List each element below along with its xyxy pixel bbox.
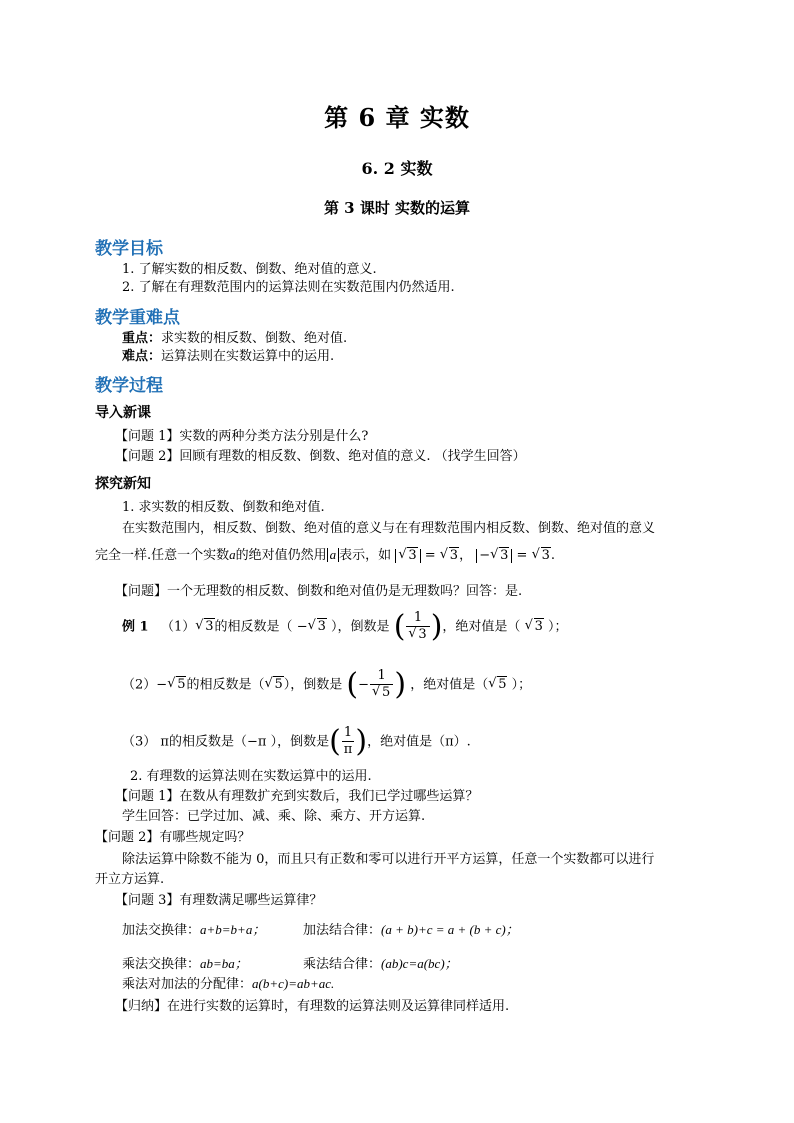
intro-heading: 导入新课 (95, 405, 151, 421)
difficulty-line (122, 345, 334, 364)
sqrt-5 (264, 677, 283, 692)
law-mul-assoc (303, 953, 458, 972)
fraction (370, 668, 393, 702)
radicand: 3 (205, 619, 214, 635)
radicand: 5 (177, 677, 186, 693)
numerator: 1 (342, 725, 355, 742)
numerator: 1 (406, 610, 429, 627)
intro-question-2: 【问题 2】回顾有理数的相反数、倒数、绝对值的意义. （找学生回答） (115, 449, 526, 464)
abs-sqrt3 (395, 549, 420, 563)
ex-text: （2） (122, 677, 157, 693)
law-add-comm (122, 919, 265, 938)
sqrt-3 (398, 549, 417, 563)
law-distributive (122, 973, 334, 992)
radicand: 3 (418, 627, 427, 643)
minus: − (156, 677, 168, 693)
abs-neg-sqrt3 (476, 549, 512, 563)
lesson-title: 第 3 课时 实数的运算 (323, 199, 471, 217)
paren-open: ( (329, 723, 341, 759)
p2-para-line2: 开立方运算. (95, 872, 165, 887)
example-2-line (122, 668, 531, 702)
point1-title: 1. 求实数的相反数、倒数和绝对值. (122, 500, 325, 515)
radicand: 3 (534, 619, 543, 635)
radicand: 3 (317, 619, 326, 635)
minus: − (358, 677, 370, 693)
ex-text: ）. (453, 734, 471, 750)
difficulty-label: 难点： (122, 349, 162, 364)
section-title: 6. 2 实数 (361, 159, 433, 178)
denominator: π (343, 742, 353, 758)
neg-pi: −π (246, 734, 267, 750)
p2-answer: 学生回答：已学过加、减、乘、除、乘方、开方运算. (122, 809, 426, 824)
ex-text: ），倒数是 (270, 734, 330, 750)
focus-text: 求实数的相反数、倒数、绝对值. (161, 331, 348, 346)
p2-question-3: 【问题 3】有理数满足哪些运算律？ (115, 893, 323, 908)
radicand: 5 (274, 677, 283, 693)
sqrt-3 (408, 627, 427, 643)
objective-1: 1. 了解实数的相反数、倒数、绝对值的意义. (122, 262, 377, 277)
ex-text: ，绝对值是（ (442, 619, 521, 635)
paren-close: ) (394, 666, 407, 702)
paren-open: ( (346, 666, 359, 702)
page-title: 第 6 章 实数 (324, 103, 470, 132)
abs-a: a (327, 548, 340, 562)
denominator (406, 627, 429, 643)
example-label: 例 1 (122, 619, 149, 635)
ex-text: 的相反数是（ (186, 677, 265, 693)
difficulty-text: 运算法则在实数运算中的运用. (161, 349, 335, 364)
law-label: 加法结合律： (303, 923, 382, 938)
sqrt-5 (167, 677, 186, 692)
para-text: 表示，如 (339, 548, 392, 563)
equals: = (516, 548, 528, 563)
fraction (406, 610, 429, 644)
law-label: 加法交换律： (122, 923, 201, 938)
radicand: 3 (449, 548, 459, 563)
objectives-heading: 教学目标 (95, 239, 163, 259)
equals: = (424, 548, 436, 563)
objective-2: 2. 了解在有理数范围内的运算法则在实数范围内仍然适用. (122, 280, 455, 295)
para-text: 完全一样.任意一个实数 (95, 548, 230, 563)
process-heading: 教学过程 (95, 376, 163, 396)
ex-text: ）； (511, 677, 532, 693)
ex-text: 的相反数是（ (214, 619, 293, 635)
example-1-line (122, 610, 568, 644)
ex-text: ）； (547, 619, 568, 635)
comma: ， (459, 548, 473, 563)
radicand: 3 (408, 548, 417, 563)
law-add-assoc (303, 919, 519, 938)
variable-a: a (229, 547, 236, 562)
ex-text: ），倒数是 (283, 677, 343, 693)
law-label: 乘法交换律： (122, 957, 201, 972)
para-text: 的绝对值仍然用 (235, 548, 327, 563)
sqrt-3 (308, 619, 327, 634)
summary: 【归纳】在进行实数的运算时，有理数的运算法则及运算律同样适用. (115, 999, 510, 1014)
ex-text: （3） (122, 734, 157, 750)
ex-text: ），倒数是 (331, 619, 390, 635)
sqrt-3 (525, 619, 544, 634)
law-formula: (a + b)+c = a + (b + c)； (381, 922, 519, 937)
example-3-line (122, 725, 471, 759)
point1-para-line2 (95, 544, 555, 563)
point1-para-line1: 在实数范围内，相反数、倒数、绝对值的意义与在有理数范围内相反数、倒数、绝对值的意义 (122, 521, 656, 536)
sqrt-5 (488, 677, 507, 692)
intro-question-1: 【问题 1】实数的两种分类方法分别是什么? (115, 429, 369, 444)
radicand: 3 (541, 548, 550, 563)
sqrt-5 (372, 685, 391, 701)
sqrt-3 (490, 549, 509, 563)
key-points-heading: 教学重难点 (95, 308, 180, 328)
law-formula: a+b=b+a； (200, 922, 266, 937)
ex-text: 的相反数是（ (168, 734, 247, 750)
paren-close: ) (430, 608, 443, 644)
law-formula: ab=ba； (200, 956, 248, 971)
law-label: 乘法结合律： (303, 957, 382, 972)
radicand: 5 (498, 677, 507, 693)
law-formula: a(b+c)=ab+ac. (252, 976, 335, 991)
numerator: 1 (370, 668, 393, 685)
sqrt-3 (440, 548, 459, 563)
law-mul-comm (122, 953, 248, 972)
ex-text: ，绝对值是（ (410, 677, 489, 693)
point2-title: 2. 有理数的运算法则在实数运算中的运用. (130, 769, 372, 784)
denominator (370, 685, 393, 701)
focus-line (122, 327, 347, 346)
paren-open: ( (393, 608, 406, 644)
law-formula: (ab)c=a(bc)； (381, 956, 458, 971)
law-label: 乘法对加法的分配律： (122, 977, 253, 992)
pi: π (445, 734, 454, 750)
minus: − (479, 548, 491, 563)
p2-question-2: 【问题 2】有哪些规定吗？ (95, 830, 251, 845)
sqrt-3 (195, 619, 214, 634)
focus-label: 重点： (122, 331, 162, 346)
p2-para-line1: 除法运算中除数不能为 0，而且只有正数和零可以进行开平方运算，任意一个实数都可以进行 (122, 852, 655, 867)
pi: π (160, 734, 169, 750)
ex-text: ，绝对值是（ (367, 734, 446, 750)
explore-heading: 探究新知 (95, 476, 151, 492)
ex-text: （1） (160, 619, 196, 635)
period: . (550, 548, 556, 563)
radicand: 5 (382, 685, 391, 701)
p2-question-1: 【问题 1】在数从有理数扩充到实数后，我们已学过哪些运算？ (115, 789, 479, 804)
radicand: 3 (500, 548, 509, 563)
fraction (342, 725, 355, 759)
point1-question: 【问题】一个无理数的相反数、倒数和绝对值仍是无理数吗？回答：是. (115, 584, 523, 599)
minus: − (296, 619, 308, 635)
paren-close: ) (355, 723, 368, 759)
sqrt-3 (532, 548, 551, 563)
